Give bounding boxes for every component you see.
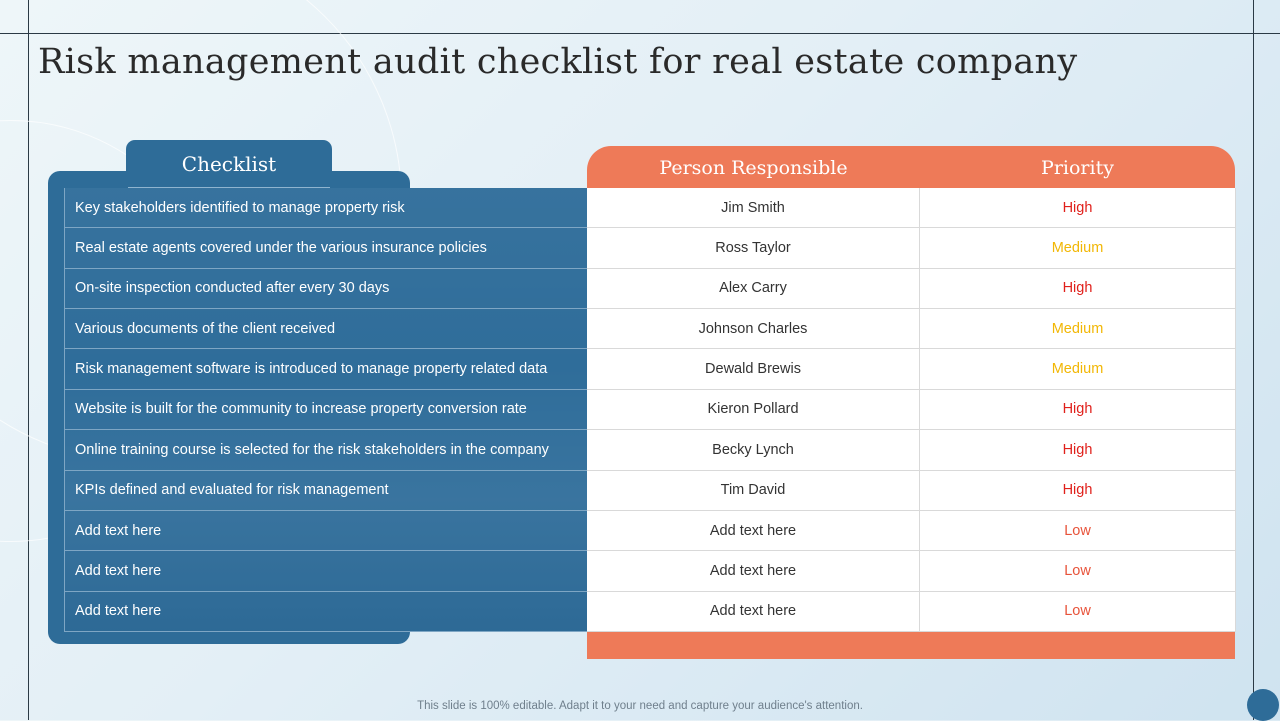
table-row [587, 511, 1235, 551]
table-row [587, 349, 1235, 389]
footer-note: This slide is 100% editable. Adapt it to your need and capture your audience's attention. [417, 700, 863, 712]
person-cell: Add text here [587, 511, 920, 550]
checklist-item: KPIs defined and evaluated for risk management [65, 471, 588, 511]
table-row [587, 228, 1235, 268]
page-title: Risk management audit checklist for real estate company [38, 42, 1078, 82]
priority-cell: Low [1064, 562, 1091, 579]
checklist-item: Add text here [65, 511, 588, 551]
person-cell: Alex Carry [587, 269, 920, 308]
person-cell: Dewald Brewis [587, 349, 920, 388]
checklist-item: Add text here [65, 592, 588, 632]
header-person-responsible: Person Responsible [659, 156, 848, 179]
table-row [587, 592, 1235, 632]
checklist-item: Online training course is selected for the risk stakeholders in the company [65, 430, 588, 470]
priority-cell: High [1062, 482, 1093, 499]
person-cell: Ross Taylor [587, 228, 920, 267]
header-priority: Priority [1041, 156, 1114, 179]
person-cell: Jim Smith [587, 188, 920, 227]
priority-cell: High [1062, 441, 1093, 458]
checklist-header: Checklist [126, 140, 332, 188]
priority-cell: High [1062, 401, 1093, 418]
table-row [587, 188, 1235, 228]
person-cell: Add text here [587, 592, 920, 631]
priority-cell: Low [1064, 603, 1091, 620]
person-cell: Add text here [587, 551, 920, 590]
frame-line-right [1253, 0, 1254, 720]
checklist-item: Add text here [65, 551, 588, 591]
priority-cell: Medium [1051, 361, 1104, 378]
table-row [587, 551, 1235, 591]
checklist-table [64, 188, 588, 632]
corner-decoration [1247, 689, 1279, 721]
table-row [587, 309, 1235, 349]
person-cell: Tim David [587, 471, 920, 510]
table-header [587, 146, 1235, 189]
checklist-item: Key stakeholders identified to manage property risk [65, 188, 588, 228]
table-footer-bar [587, 632, 1235, 659]
checklist-item: Various documents of the client received [65, 309, 588, 349]
table-row [587, 471, 1235, 511]
person-cell: Johnson Charles [587, 309, 920, 348]
table-row [587, 390, 1235, 430]
checklist-item: On-site inspection conducted after every 30 days [65, 269, 588, 309]
person-cell: Kieron Pollard [587, 390, 920, 429]
table-row [587, 269, 1235, 309]
responsibility-table [587, 188, 1236, 632]
priority-cell: Medium [1051, 240, 1104, 257]
table-row [587, 430, 1235, 470]
priority-cell: Low [1064, 522, 1091, 539]
checklist-item: Website is built for the community to increase property conversion rate [65, 390, 588, 430]
priority-cell: High [1062, 280, 1093, 297]
checklist-item: Real estate agents covered under the various insurance policies [65, 228, 588, 268]
checklist-item: Risk management software is introduced to manage property related data [65, 349, 588, 389]
priority-cell: Medium [1051, 320, 1104, 337]
person-cell: Becky Lynch [587, 430, 920, 469]
priority-cell: High [1062, 199, 1093, 216]
